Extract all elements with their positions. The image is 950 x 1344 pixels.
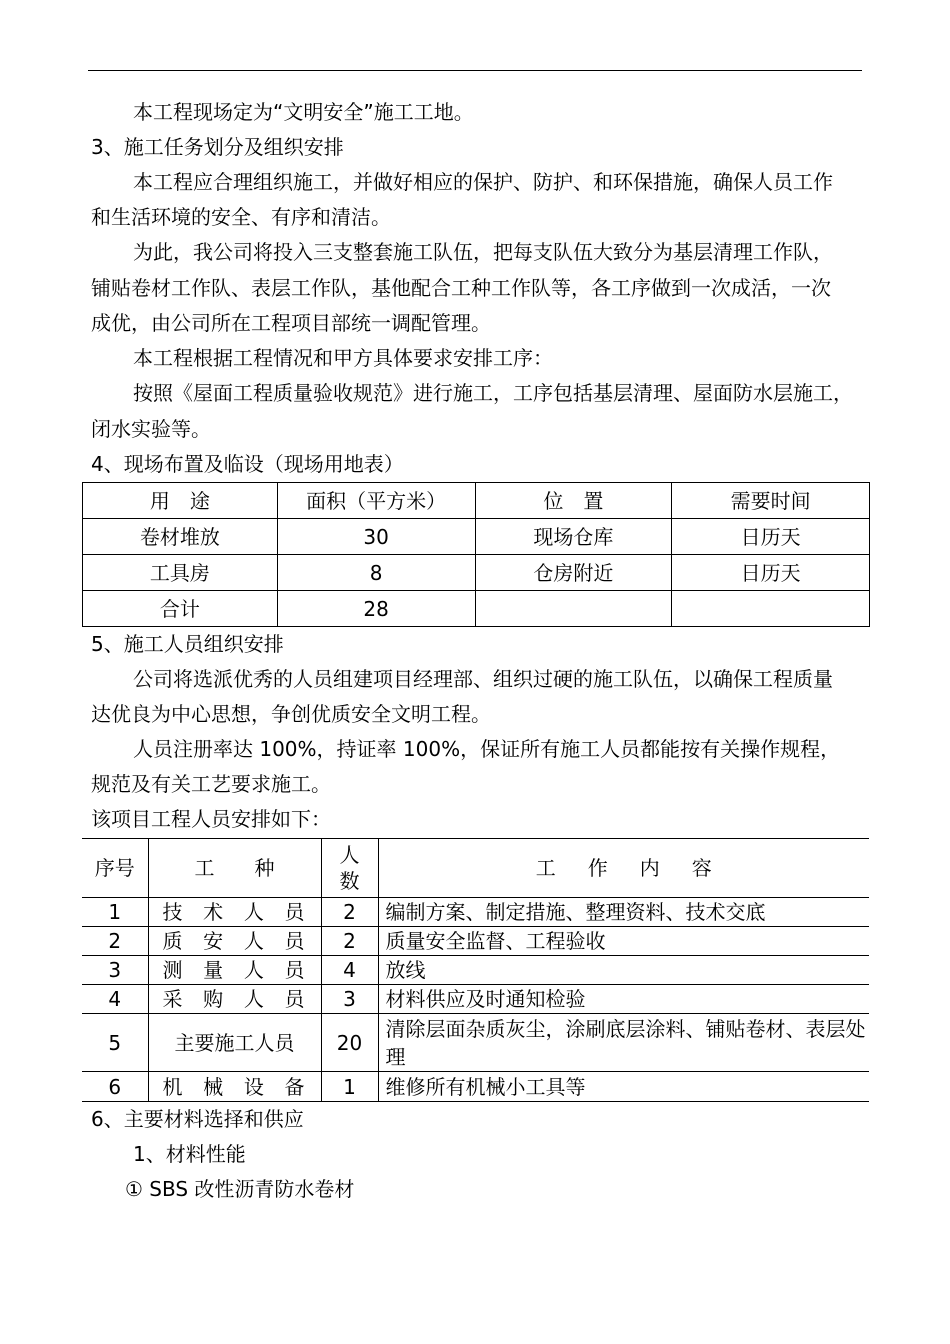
cell-no: 3 <box>82 956 148 985</box>
cell-type <box>148 898 321 927</box>
cell-type <box>148 985 321 1014</box>
cell-content: 放线 <box>378 956 869 985</box>
cell-count: 3 <box>321 985 378 1014</box>
table-cell: 8 <box>277 555 475 591</box>
type-char: 人 <box>243 900 264 924</box>
table-cell: 30 <box>277 519 475 555</box>
cell-no: 2 <box>82 927 148 956</box>
header-cell-type <box>148 839 321 898</box>
paragraph-certification-line-1: 人员注册率达 100%，持证率 100%，保证所有施工人员都能按有关操作规程， <box>133 737 841 761</box>
header-cell: 面积（平方米） <box>277 483 475 519</box>
header-char: 作 <box>587 856 608 880</box>
table-cell: 日历天 <box>672 555 870 591</box>
cell-count: 2 <box>321 898 378 927</box>
subheading-sbs-membrane: ① SBS 改性沥青防水卷材 <box>125 1177 355 1201</box>
paragraph-staffing-line-1: 公司将选派优秀的人员组建项目经理部、组织过硬的施工队伍，以确保工程质量 <box>133 667 833 691</box>
type-char: 术 <box>203 900 224 924</box>
cell-type <box>148 1072 321 1102</box>
paragraph-staffing-line-2: 达优良为中心思想，争创优质安全文明工程。 <box>91 702 491 726</box>
section-heading-3: 3、施工任务划分及组织安排 <box>91 135 344 159</box>
table-header-row <box>82 839 869 898</box>
header-cell-no: 序号 <box>82 839 148 898</box>
paragraph-teams-line-1: 为此，我公司将投入三支整套施工队伍，把每支队伍大致分为基层清理工作队， <box>133 240 833 264</box>
subheading-material-properties: 1、材料性能 <box>133 1142 246 1166</box>
type-char: 机 <box>162 1074 183 1099</box>
cell-content: 维修所有机械小工具等 <box>378 1072 869 1102</box>
type-char: 人 <box>243 987 264 1011</box>
cell-count: 20 <box>321 1014 378 1072</box>
table-cell: 现场仓库 <box>475 519 672 555</box>
section-heading-4: 4、现场布置及临设（现场用地表） <box>91 452 404 476</box>
table-cell <box>475 591 672 627</box>
cell-count: 1 <box>321 1072 378 1102</box>
table-row <box>82 985 869 1014</box>
cell-count: 4 <box>321 956 378 985</box>
table-cell: 日历天 <box>672 519 870 555</box>
paragraph-organize-line-1: 本工程应合理组织施工，并做好相应的保护、防护、和环保措施，确保人员工作 <box>133 170 833 194</box>
table-row <box>83 591 870 627</box>
paragraph-organize-line-2: 和生活环境的安全、有序和清洁。 <box>91 205 391 229</box>
type-char: 购 <box>203 987 224 1011</box>
type-char: 人 <box>243 929 264 953</box>
section-heading-6: 6、主要材料选择和供应 <box>91 1107 304 1131</box>
paragraph-teams-line-3: 成优，由公司所在工程项目部统一调配管理。 <box>91 311 491 335</box>
header-char: 工 <box>194 856 215 880</box>
header-cell: 需要时间 <box>672 483 870 519</box>
type-char: 员 <box>284 900 305 924</box>
table-cell <box>672 591 870 627</box>
table-cell: 合计 <box>83 591 278 627</box>
type-char: 采 <box>162 987 183 1011</box>
table-cell: 工具房 <box>83 555 278 591</box>
header-char: 工 <box>535 856 556 880</box>
section-heading-5: 5、施工人员组织安排 <box>91 632 284 656</box>
type-char: 质 <box>162 929 183 953</box>
type-char: 员 <box>284 958 305 982</box>
paragraph-certification-line-2: 规范及有关工艺要求施工。 <box>91 772 331 796</box>
type-char: 员 <box>284 929 305 953</box>
header-cell: 位 置 <box>475 483 672 519</box>
table-row <box>82 898 869 927</box>
cell-type: 主要施工人员 <box>148 1014 321 1072</box>
paragraph-site-designation: 本工程现场定为“文明安全”施工工地。 <box>133 100 474 124</box>
type-char: 量 <box>203 958 224 982</box>
header-cell-count: 人数 <box>321 839 378 898</box>
cell-no: 5 <box>82 1014 148 1072</box>
paragraph-staff-intro: 该项目工程人员安排如下： <box>91 807 331 831</box>
table-row <box>83 555 870 591</box>
header-rule <box>88 70 862 71</box>
header-char: 种 <box>254 856 275 880</box>
cell-no: 1 <box>82 898 148 927</box>
type-char: 员 <box>284 987 305 1011</box>
table-row <box>82 1014 869 1072</box>
cell-no: 6 <box>82 1072 148 1102</box>
paragraph-standard-line-1: 按照《屋面工程质量验收规范》进行施工，工序包括基层清理、屋面防水层施工， <box>133 381 853 405</box>
type-char: 人 <box>243 958 264 982</box>
table-cell: 28 <box>277 591 475 627</box>
table-row <box>82 1072 869 1102</box>
table-row <box>82 956 869 985</box>
cell-content: 质量安全监督、工程验收 <box>378 927 869 956</box>
cell-type <box>148 956 321 985</box>
cell-no: 4 <box>82 985 148 1014</box>
site-usage-table <box>82 482 870 627</box>
header-cell: 用 途 <box>83 483 278 519</box>
cell-count: 2 <box>321 927 378 956</box>
type-char: 技 <box>162 900 183 924</box>
header-char: 容 <box>691 856 712 880</box>
cell-content: 材料供应及时通知检验 <box>378 985 869 1014</box>
type-char: 测 <box>162 958 183 982</box>
paragraph-procedure: 本工程根据工程情况和甲方具体要求安排工序： <box>133 346 553 370</box>
table-row <box>82 927 869 956</box>
table-cell: 卷材堆放 <box>83 519 278 555</box>
type-char: 设 <box>243 1074 264 1099</box>
type-char: 械 <box>203 1074 224 1099</box>
table-row <box>83 519 870 555</box>
cell-content: 清除层面杂质灰尘，涂刷底层涂料、铺贴卷材、表层处理 <box>378 1014 869 1072</box>
cell-content: 编制方案、制定措施、整理资料、技术交底 <box>378 898 869 927</box>
table-header-row <box>83 483 870 519</box>
table-cell: 仓房附近 <box>475 555 672 591</box>
header-char: 内 <box>639 856 660 880</box>
paragraph-teams-line-2: 铺贴卷材工作队、表层工作队，基他配合工种工作队等，各工序做到一次成活，一次 <box>91 276 831 300</box>
type-char: 安 <box>203 929 224 953</box>
staff-table <box>82 838 869 1102</box>
header-cell-content <box>378 839 869 898</box>
paragraph-standard-line-2: 闭水实验等。 <box>91 417 211 441</box>
cell-type <box>148 927 321 956</box>
type-char: 备 <box>284 1074 305 1099</box>
